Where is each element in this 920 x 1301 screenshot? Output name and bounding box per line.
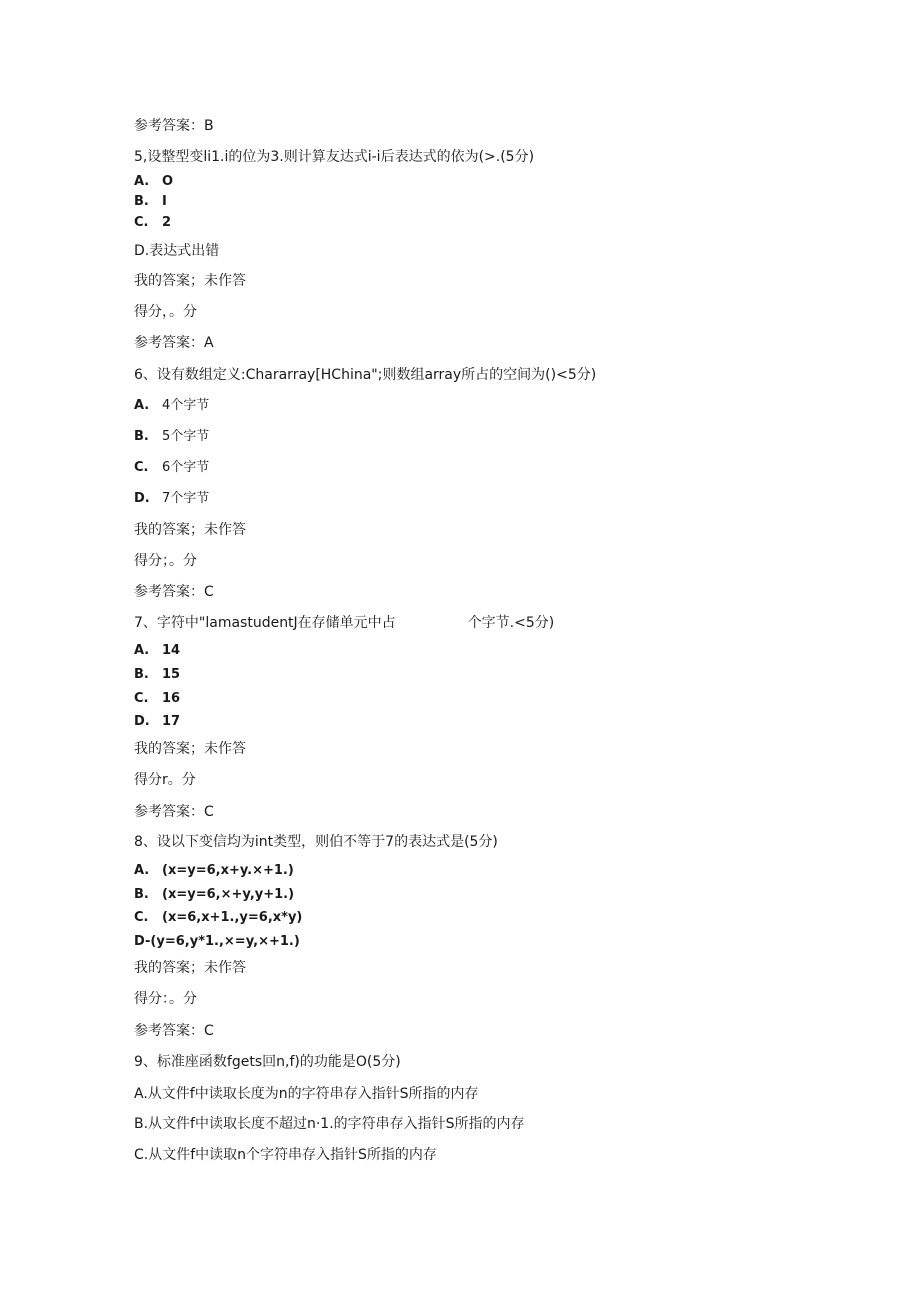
option-text: 4个字节: [162, 398, 210, 413]
q7-option-d: [134, 713, 180, 731]
reference-answer-4: 参考答案：B: [134, 118, 214, 134]
q8-option-a: [134, 862, 294, 880]
q8-option-b: [134, 886, 294, 904]
q9-option-b: B.从文件f中读取长度不超过n·1.的字符串存入指针S所指的内存: [134, 1116, 525, 1132]
q6-reference-answer: 参考答案：C: [134, 584, 214, 600]
option-key: A.: [134, 398, 150, 413]
option-text: O: [162, 174, 174, 189]
option-text: I: [162, 194, 167, 209]
q8-option-d: D-(y=6,y*1.,×=y,×+1.): [134, 934, 300, 949]
q8-my-answer: 我的答案；未作答: [134, 960, 246, 976]
option-text: 14: [162, 643, 181, 658]
question-5-title: 5,设整型变li1.i的位为3.则计算友达式i-i后表达式的依为(>.(5分): [134, 149, 535, 165]
q5-my-answer: 我的答案；未作答: [134, 273, 246, 289]
q7-score: 得分r。分: [134, 772, 196, 788]
q5-option-d: D.表达式出错: [134, 243, 220, 259]
q5-option-b: [134, 193, 167, 211]
option-key: D.: [134, 491, 150, 506]
q5-reference-answer: 参考答案：A: [134, 335, 214, 351]
option-key: C.: [134, 691, 149, 706]
question-7-text-end: 个字节.<5分): [467, 615, 555, 631]
q6-score: 得分；。分: [134, 553, 197, 569]
q7-my-answer: 我的答案；未作答: [134, 741, 246, 757]
q9-option-c: C.从文件f中读取n个字符串存入指针S所指的内存: [134, 1147, 437, 1163]
q5-option-c: [134, 214, 171, 232]
option-key: C.: [134, 910, 149, 925]
option-key: B.: [134, 194, 149, 209]
q7-option-c: [134, 690, 180, 708]
q5-option-a: [134, 173, 173, 191]
option-key: B.: [134, 667, 149, 682]
option-key: C.: [134, 460, 149, 475]
option-text: 7个字节: [162, 491, 210, 506]
option-key: D.: [134, 714, 150, 729]
q8-option-c: [134, 909, 302, 927]
option-text: 16: [162, 691, 181, 706]
option-text: 17: [162, 714, 181, 729]
q7-option-b: [134, 666, 180, 684]
option-text: 2: [162, 215, 172, 230]
option-text: 15: [162, 667, 181, 682]
option-text: (x=6,x+1.,y=6,x*y): [162, 910, 303, 925]
option-key: C.: [134, 215, 149, 230]
option-key: B.: [134, 887, 149, 902]
option-key: A.: [134, 863, 150, 878]
q6-option-b: [134, 428, 209, 446]
question-9-title: 9、标准座函数fgets回n,f)的功能是O(5分): [134, 1054, 401, 1070]
q5-score: 得分，。分: [134, 304, 197, 320]
option-key: A.: [134, 643, 150, 658]
q8-reference-answer: 参考答案：C: [134, 1023, 214, 1039]
option-text: (x=y=6,x+y.×+1.): [162, 863, 294, 878]
question-8-title: 8、设以下变信均为int类型，则伯不等于7的表达式是(5分): [134, 834, 498, 850]
option-key: A.: [134, 174, 150, 189]
q7-option-a: [134, 642, 180, 660]
question-7-text: 7、字符中"lamastudentJ在存储单元中占: [134, 615, 396, 631]
option-text: 5个字节: [162, 429, 210, 444]
q9-option-a: A.从文件f中读取长度为n的字符串存入指针S所指的内存: [134, 1086, 479, 1102]
q7-reference-answer: 参考答案：C: [134, 804, 214, 820]
q6-option-a: [134, 397, 209, 415]
q6-my-answer: 我的答案；未作答: [134, 522, 246, 538]
option-text: 6个字节: [162, 460, 210, 475]
q6-option-c: [134, 459, 209, 477]
question-6-title: 6、设有数组定义:Chararray[HChina";则数组array所占的空间为()<5分): [134, 367, 597, 383]
q8-score: 得分：。分: [134, 991, 197, 1007]
question-7-title: [134, 614, 554, 632]
option-text: (x=y=6,×+y,y+1.): [162, 887, 295, 902]
q6-option-d: [134, 490, 209, 508]
option-key: B.: [134, 429, 149, 444]
